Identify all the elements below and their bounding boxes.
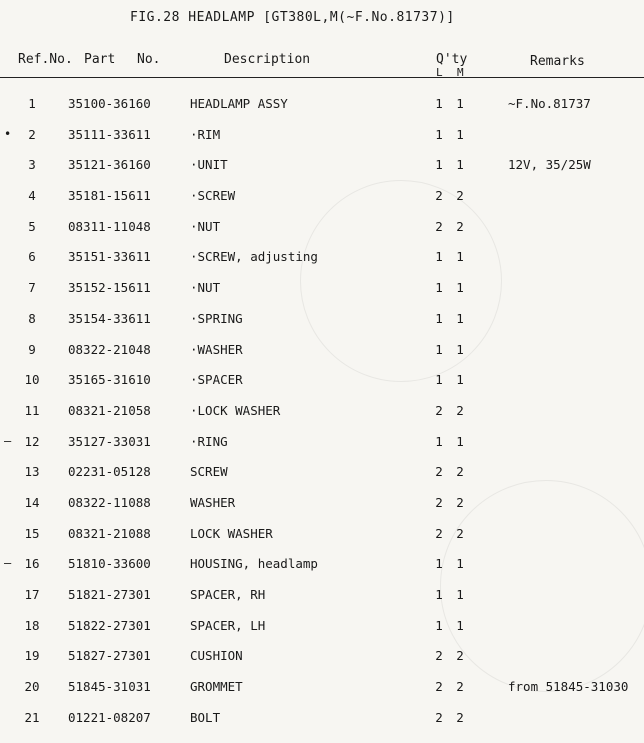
qty-m: 1 [456, 341, 464, 357]
qty-m: 2 [456, 402, 464, 418]
part-number: 51822-27301 [68, 617, 151, 633]
ref-number: 6 [28, 249, 36, 265]
header-rule [0, 77, 644, 78]
qty-m: 1 [456, 157, 464, 173]
part-number: 51821-27301 [68, 587, 151, 602]
part-number: 35154-33611 [68, 310, 151, 326]
ref-number: 1 [28, 96, 36, 111]
table-row [0, 366, 644, 397]
qty-l: 2 [435, 679, 443, 695]
part-number: 51845-31031 [68, 679, 151, 695]
col-header-ref: Ref.No. [18, 52, 73, 67]
table-row [0, 182, 644, 213]
description: ·SPRING [190, 310, 243, 326]
table-row [0, 90, 644, 121]
ref-number: 8 [28, 310, 36, 326]
part-number: 35151-33611 [68, 249, 151, 265]
qty-m: 2 [456, 464, 464, 480]
qty-l: 1 [435, 556, 443, 572]
part-number: 51810-33600 [68, 556, 151, 572]
description: ·SPACER [190, 372, 243, 388]
description: SCREW [190, 464, 228, 480]
col-header-qty-m: M [457, 66, 464, 79]
ref-number: 5 [28, 218, 36, 234]
parts-table-body [0, 90, 644, 734]
qty-l: 1 [435, 433, 443, 449]
table-row [0, 550, 644, 581]
col-header-qty-l: L [436, 66, 443, 79]
part-number: 51827-27301 [68, 648, 151, 664]
part-number: 08322-21048 [68, 341, 151, 357]
ref-number: 14 [24, 494, 40, 510]
table-row [0, 243, 644, 274]
ref-number: 17 [24, 587, 40, 602]
description: SPACER, RH [190, 587, 266, 602]
qty-m: 1 [456, 556, 464, 572]
part-number: 35100-36160 [68, 96, 151, 111]
ref-number: 7 [28, 280, 36, 296]
description: ·NUT [190, 218, 221, 234]
col-header-part: Part [84, 52, 116, 67]
description: GROMMET [190, 679, 243, 695]
table-row [0, 458, 644, 489]
qty-m: 2 [456, 525, 464, 541]
qty-m: 1 [456, 126, 464, 142]
ref-number: 3 [28, 157, 36, 173]
qty-m: 1 [456, 249, 464, 265]
part-number: 35121-36160 [68, 157, 151, 173]
part-number: 35111-33611 [68, 126, 151, 142]
qty-l: 1 [435, 587, 443, 602]
ref-number: 15 [24, 525, 40, 541]
table-row [0, 642, 644, 673]
description: ·RIM [190, 126, 221, 142]
qty-l: 2 [435, 464, 443, 480]
qty-m: 2 [456, 679, 464, 695]
remarks: 12V, 35/25W [508, 157, 591, 173]
ref-number: 11 [24, 402, 40, 418]
table-row [0, 704, 644, 735]
table-row [0, 612, 644, 643]
qty-m: 1 [456, 372, 464, 388]
pen-mark: • [4, 126, 12, 141]
pen-mark: — [4, 556, 12, 571]
col-header-remarks: Remarks [530, 54, 585, 69]
ref-number: 19 [24, 648, 40, 664]
remarks: ~F.No.81737 [508, 96, 591, 111]
remarks: from 51845-31030 [508, 679, 629, 695]
part-number: 08321-21088 [68, 525, 151, 541]
qty-l: 2 [435, 709, 443, 725]
qty-m: 1 [456, 617, 464, 633]
col-header-qty: Q'ty [436, 52, 468, 67]
description: ·WASHER [190, 341, 243, 357]
qty-m: 1 [456, 280, 464, 296]
qty-l: 2 [435, 525, 443, 541]
description: HEADLAMP ASSY [190, 96, 288, 111]
description: ·RING [190, 433, 228, 449]
description: CUSHION [190, 648, 243, 664]
qty-l: 1 [435, 157, 443, 173]
table-row [0, 520, 644, 551]
qty-l: 1 [435, 280, 443, 296]
part-number: 35127-33031 [68, 433, 151, 449]
table-row [0, 274, 644, 305]
table-row [0, 305, 644, 336]
description: SPACER, LH [190, 617, 266, 633]
ref-number: 16 [24, 556, 40, 572]
table-row [0, 121, 644, 152]
part-number: 35165-31610 [68, 372, 151, 388]
description: ·NUT [190, 280, 221, 296]
qty-m: 1 [456, 433, 464, 449]
qty-l: 2 [435, 402, 443, 418]
description: ·LOCK WASHER [190, 402, 281, 418]
qty-m: 1 [456, 96, 464, 111]
qty-m: 1 [456, 310, 464, 326]
description: ·SCREW, adjusting [190, 249, 318, 265]
qty-l: 1 [435, 310, 443, 326]
qty-l: 1 [435, 341, 443, 357]
qty-m: 2 [456, 188, 464, 204]
part-number: 08322-11088 [68, 494, 151, 510]
ref-number: 10 [24, 372, 40, 388]
table-row [0, 428, 644, 459]
ref-number: 2 [28, 126, 36, 142]
table-row [0, 336, 644, 367]
table-row [0, 151, 644, 182]
qty-m: 2 [456, 218, 464, 234]
qty-l: 1 [435, 126, 443, 142]
table-row [0, 397, 644, 428]
qty-m: 1 [456, 587, 464, 602]
col-header-description: Description [224, 52, 311, 67]
qty-l: 2 [435, 494, 443, 510]
description: HOUSING, headlamp [190, 556, 318, 572]
qty-l: 1 [435, 617, 443, 633]
part-number: 02231-05128 [68, 464, 151, 480]
qty-l: 1 [435, 372, 443, 388]
part-number: 08321-21058 [68, 402, 151, 418]
qty-m: 2 [456, 709, 464, 725]
qty-l: 1 [435, 96, 443, 111]
description: WASHER [190, 494, 236, 510]
part-number: 35181-15611 [68, 188, 151, 204]
ref-number: 20 [24, 679, 40, 695]
qty-l: 1 [435, 249, 443, 265]
col-header-part-no: No. [137, 52, 161, 67]
qty-l: 2 [435, 648, 443, 664]
ref-number: 13 [24, 464, 40, 480]
table-row [0, 581, 644, 612]
table-row [0, 489, 644, 520]
ref-number: 4 [28, 188, 36, 204]
qty-m: 2 [456, 494, 464, 510]
pen-mark: — [4, 433, 12, 448]
qty-l: 2 [435, 218, 443, 234]
figure-title: FIG.28 HEADLAMP [GT380L,M(~F.No.81737)] [130, 10, 455, 25]
qty-l: 2 [435, 188, 443, 204]
description: LOCK WASHER [190, 525, 273, 541]
description: ·UNIT [190, 157, 228, 173]
part-number: 35152-15611 [68, 280, 151, 296]
table-row [0, 673, 644, 704]
ref-number: 12 [24, 433, 40, 449]
description: ·SCREW [190, 188, 236, 204]
part-number: 01221-08207 [68, 709, 151, 725]
table-row [0, 213, 644, 244]
part-number: 08311-11048 [68, 218, 151, 234]
qty-m: 2 [456, 648, 464, 664]
ref-number: 18 [24, 617, 40, 633]
ref-number: 21 [24, 709, 40, 725]
ref-number: 9 [28, 341, 36, 357]
description: BOLT [190, 709, 221, 725]
